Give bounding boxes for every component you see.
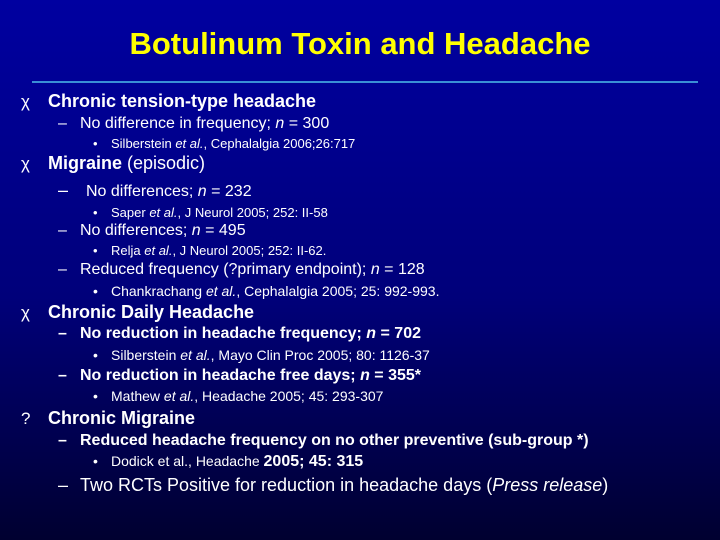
dash-bullet-icon: – <box>58 432 67 449</box>
reference: • Dodick et al., Headache 2005; 45: 315 <box>93 453 364 470</box>
section-heading: Chronic tension-type headache <box>48 91 317 111</box>
sub-item: – No differences; n = 495 <box>58 222 246 239</box>
chi-bullet-icon: χ <box>21 303 30 322</box>
reference: • Silberstein et al., Cephalalgia 2006;26:717 <box>93 136 356 151</box>
question-bullet-icon: ? <box>21 409 31 428</box>
dash-bullet-icon: – <box>58 367 67 384</box>
section-chronic-migraine: ? Chronic Migraine <box>21 408 196 428</box>
sub-item: – No difference in frequency; n = 300 <box>58 115 330 132</box>
sub-item: – Two RCTs Positive for reduction in headache days (Press release) <box>58 475 609 495</box>
reference: • Saper et al., J Neurol 2005; 252: II-58 <box>93 205 328 220</box>
section-migraine-episodic: χ Migraine (episodic) <box>21 153 206 173</box>
dash-bullet-icon: – <box>58 115 67 132</box>
dash-bullet-icon: – <box>58 325 67 342</box>
section-chronic-tension <box>21 91 317 112</box>
reference: • Chankrachang et al., Cephalalgia 2005; 25: 992-993. <box>93 283 440 299</box>
dash-bullet-icon: – <box>58 222 67 239</box>
reference: • Relja et al., J Neurol 2005; 252: II-62. <box>93 243 327 258</box>
reference: • Mathew et al., Headache 2005; 45: 293-307 <box>93 388 384 404</box>
sub-item: – Reduced headache frequency on no other preventive (sub-group *) <box>58 432 589 449</box>
dot-bullet-icon: • <box>93 243 98 258</box>
dot-bullet-icon: • <box>93 453 98 469</box>
sub-item: – No reduction in headache free days; n = 355* <box>58 367 422 384</box>
dot-bullet-icon: • <box>93 205 98 220</box>
sub-item: – No differences; n = 232 <box>58 180 252 200</box>
title-divider <box>32 81 698 83</box>
dot-bullet-icon: • <box>93 347 98 363</box>
dash-bullet-icon: – <box>58 180 69 200</box>
reference: • Silberstein et al., Mayo Clin Proc 2005; 80: 1126-37 <box>93 347 430 363</box>
dot-bullet-icon: • <box>93 283 98 299</box>
chi-bullet-icon: χ <box>21 92 30 111</box>
chi-bullet-icon: χ <box>21 154 30 173</box>
dash-bullet-icon: – <box>58 261 67 278</box>
section-chronic-daily: χ Chronic Daily Headache <box>21 302 255 322</box>
slide-title: Botulinum Toxin and Headache <box>129 26 591 61</box>
sub-item: – Reduced frequency (?primary endpoint); n = 128 <box>58 261 425 278</box>
dash-bullet-icon: – <box>58 475 69 495</box>
dot-bullet-icon: • <box>93 136 98 151</box>
dot-bullet-icon: • <box>93 388 98 404</box>
sub-item: – No reduction in headache frequency; n = 702 <box>58 325 421 342</box>
